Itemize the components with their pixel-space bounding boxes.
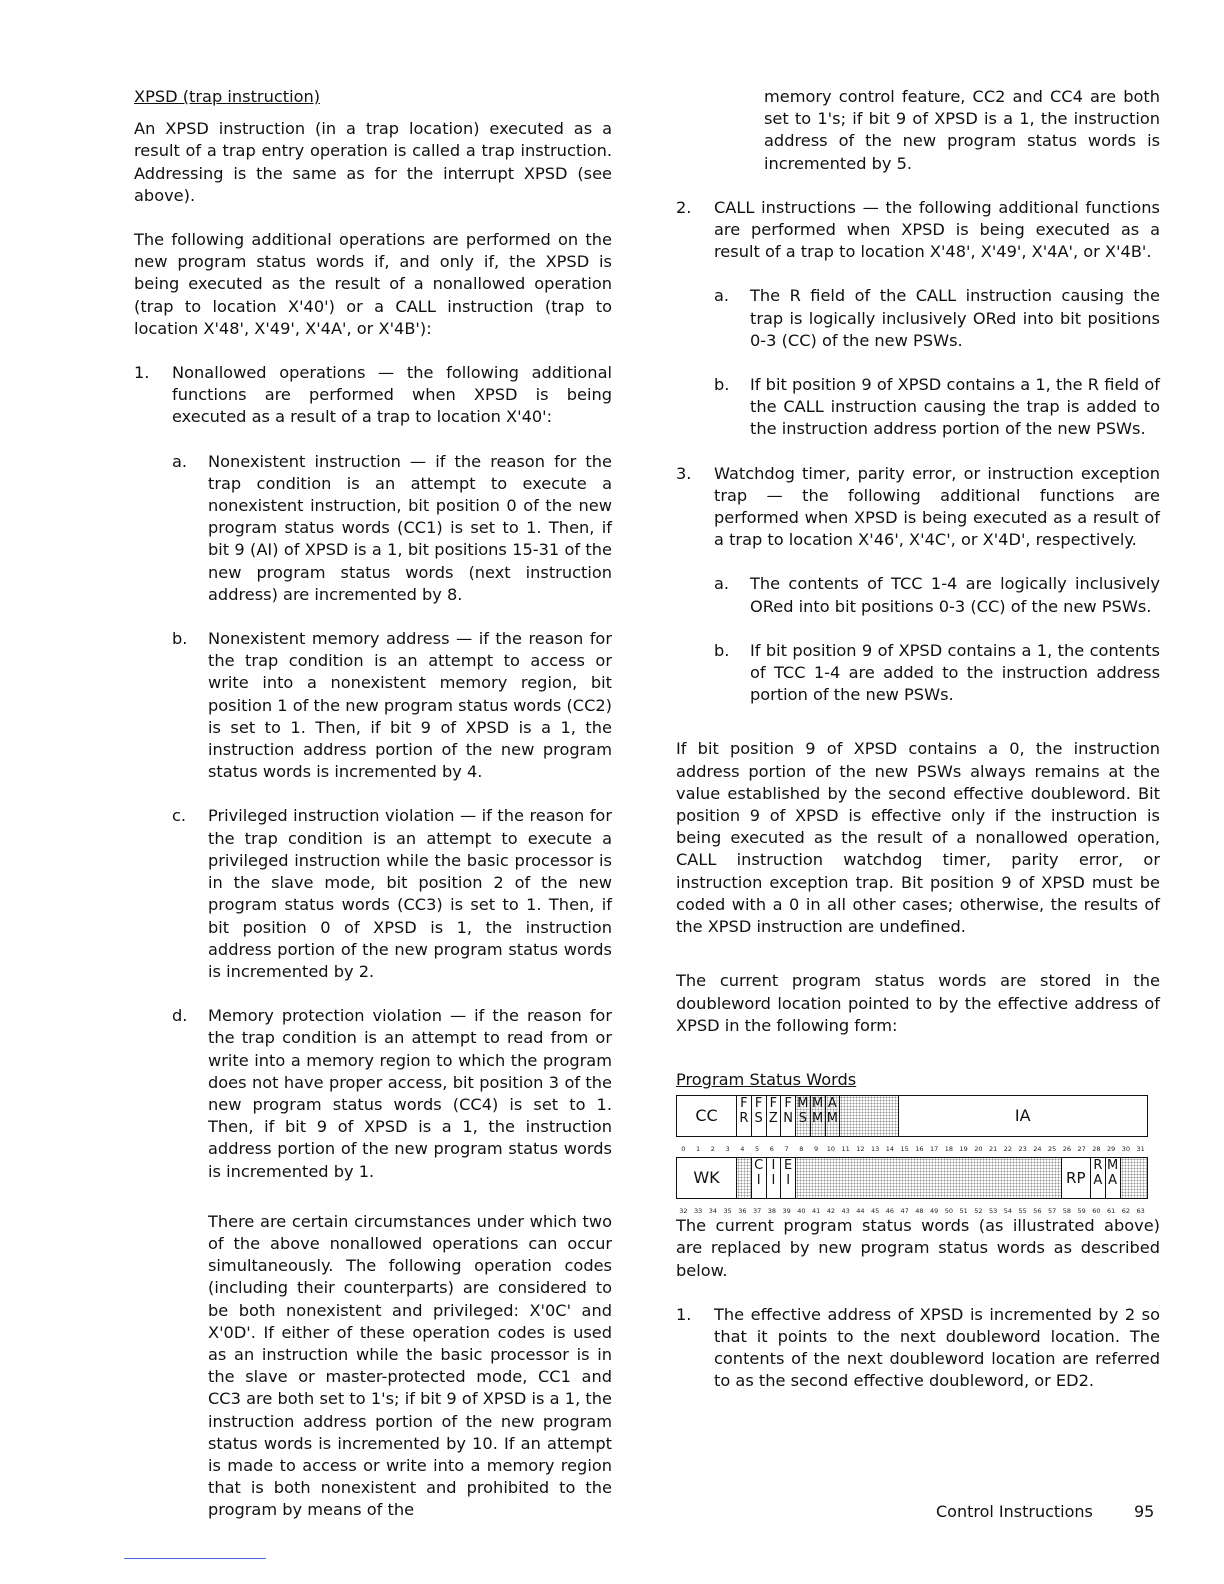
- bit-number: 12: [856, 1145, 865, 1154]
- intro-paragraph: An XPSD instruction (in a trap location) executed as a result of a trap entry operation is called a trap instruction. Addressing is the same as for the interrupt XPSD (see above).: [134, 119, 612, 205]
- list-item-call: [676, 197, 1160, 264]
- list-number: 1.: [134, 363, 150, 383]
- bit-number: 46: [885, 1207, 895, 1216]
- psw-wk-field: WK: [693, 1168, 720, 1188]
- bit-number: 38: [767, 1207, 777, 1216]
- stored-paragraph: The current program status words are stored in the doubleword location pointed to by the effective address of XPSD in the following form:: [676, 971, 1160, 1035]
- field-label: M: [812, 1111, 824, 1127]
- sub-item-d: [134, 1005, 612, 1183]
- psw-reserved-field: [1120, 1158, 1147, 1198]
- bit-number: 29: [1106, 1145, 1116, 1154]
- list-number: 2.: [676, 197, 692, 217]
- bit-number: 19: [959, 1145, 968, 1154]
- psw-am-field: [825, 1096, 840, 1136]
- bit-number: 3: [725, 1145, 730, 1154]
- psw-diagram: [676, 1095, 1148, 1216]
- sub-item-text: The contents of TCC 1-4 are logically inclusively ORed into bit positions 0-3 (CC) of the new PSWs.: [750, 574, 1160, 616]
- bit-number: 20: [974, 1145, 983, 1154]
- bit-number: 15: [900, 1145, 909, 1154]
- list-item-watchdog: [676, 463, 1160, 552]
- field-label: I: [756, 1173, 761, 1189]
- bit-number: 55: [1018, 1207, 1027, 1216]
- bit-number: 14: [885, 1145, 895, 1154]
- psw-ms-field: [795, 1096, 810, 1136]
- psw-fs-field: [751, 1096, 766, 1136]
- bit-number: 13: [870, 1145, 880, 1154]
- bit-number: 39: [782, 1207, 791, 1216]
- bit-number: 62: [1121, 1207, 1131, 1216]
- list-item-text: CALL instructions — the following additional functions are performed when XPSD is being executed as a result of a trap to location X'48', X'49', X'4A', or X'4B'.: [714, 197, 1160, 262]
- list-number: 1.: [676, 1304, 692, 1324]
- call-sub-item-b: [676, 374, 1160, 441]
- continued-text: memory control feature, CC2 and CC4 are both set to 1's; if bit 9 of XPSD is a 1, the instruction address of the new program status words is incremented by 5.: [764, 87, 1160, 173]
- bit-number: 23: [1018, 1145, 1027, 1154]
- psw-diagram-title: Program Status Words: [676, 1069, 857, 1089]
- psw-mm-field: [810, 1096, 825, 1136]
- field-label: I: [771, 1158, 776, 1174]
- bit-number: 8: [799, 1145, 804, 1154]
- additional-operations-paragraph: The following additional operations are performed on the new program status words if, and only if, the XPSD is being executed as the result of a nonallowed operation (trap to location X'40') or a CALL instruction (trap to location X'48', X'49', X'4A', or X'4B'):: [134, 230, 612, 338]
- bit-number: 31: [1136, 1145, 1145, 1154]
- simultaneous-note: There are certain circumstances under which two of the above nonallowed operations can occur simultaneously. The following operation codes (including their counterparts) are considered to be both nonexistent and privileged: X'0C' and X'0D'. If either of these operation codes is used as an instruction while the basic processor is in the slave or master-protected mode, CC1 and CC3 are both set to 1's; if bit 9 of XPSD is a 1, the instruction address portion of the new program status words is incremented by 10. If an attempt is made to access or write into a memory region that is both nonexistent and prohibited to the program by means of the: [208, 1211, 612, 1520]
- bit-number: 42: [826, 1207, 836, 1216]
- psw-ei-field: [780, 1158, 795, 1198]
- bit-number: 21: [988, 1145, 998, 1154]
- psw-fz-field: [766, 1096, 781, 1136]
- bit-number: 61: [1106, 1207, 1116, 1216]
- watchdog-sub-item-b: [676, 640, 1160, 707]
- bit-number: 0: [681, 1145, 686, 1154]
- bit-number: 40: [797, 1207, 806, 1216]
- sub-item-a: [134, 451, 612, 606]
- sub-item-letter: b.: [172, 629, 188, 649]
- psw-ci-field: [751, 1158, 766, 1198]
- bit-number: 47: [900, 1207, 909, 1216]
- sub-item-text: If bit position 9 of XPSD contains a 1, the R field of the CALL instruction causing the trap is added to the instruction address portion of the new PSWs.: [750, 375, 1160, 439]
- list-item-new-psw-1: [676, 1304, 1160, 1393]
- right-column: [676, 86, 1160, 1415]
- bit-number: 33: [693, 1207, 703, 1216]
- bit-number: 18: [944, 1145, 954, 1154]
- sub-item-text: Memory protection violation — if the reason for the trap condition is an attempt to read from or write into a memory region to which the program does not have proper access, bit position 3 of the new program status words (CC4) is set to 1. Then, if bit 9 of XPSD is a 1, the instruction address portion of the new program status words is incremented by 1.: [208, 1006, 612, 1181]
- field-label: C: [754, 1158, 764, 1174]
- bit-number: 9: [814, 1145, 819, 1154]
- bit-number: 54: [1003, 1207, 1013, 1216]
- sub-item-b: [134, 628, 612, 783]
- replaced-paragraph: The current program status words (as illustrated above) are replaced by new program status words as described below.: [676, 1216, 1160, 1280]
- bit-number: 6: [769, 1145, 774, 1154]
- bit-number: 34: [708, 1207, 718, 1216]
- field-label: F: [784, 1096, 792, 1112]
- psw-bit-numbers-2: [676, 1199, 1148, 1216]
- sub-item-text: Privileged instruction violation — if the reason for the trap condition is an attempt to execute a privileged instruction while the basic processor is in the slave mode, bit position 2 of the new program status words (CC3) is set to 1. Then, if bit position 0 of XPSD is 1, the instruction address portion of the new program status words is incremented by 2.: [208, 806, 612, 981]
- field-label: Z: [768, 1111, 778, 1127]
- bit-number: 26: [1062, 1145, 1072, 1154]
- left-column: [134, 86, 612, 1544]
- bit-number: 30: [1121, 1145, 1131, 1154]
- field-label: S: [754, 1111, 763, 1127]
- bit9-paragraph: If bit position 9 of XPSD contains a 0, the instruction address portion of the new PSWs always remains at the value established by the second effective doubleword. Bit position 9 of XPSD is effective only if the instruction is being executed as the result of a nonallowed operation, CALL instruction watchdog timer, parity error, or instruction exception trap. Bit position 9 of XPSD must be coded with a 0 in all other cases; otherwise, the results of the XPSD instruction are undefined.: [676, 739, 1160, 937]
- psw-ii-field: [766, 1158, 781, 1198]
- sub-item-c: [134, 805, 612, 983]
- sub-item-text: Nonexistent memory address — if the reason for the trap condition is an attempt to access or write into a nonexistent memory region, bit position 1 of the new program status words (CC2) is set to 1. Then, if bit 9 of XPSD is a 1, the instruction address portion of the new program status words is incremented by 4.: [208, 629, 612, 782]
- bit-number: 27: [1077, 1145, 1086, 1154]
- psw-cc-field: CC: [695, 1106, 718, 1126]
- page-footer: [936, 1502, 1154, 1521]
- psw-ma-field: [1105, 1158, 1120, 1198]
- footer-rule: [124, 1558, 266, 1559]
- bit-number: 36: [738, 1207, 747, 1216]
- psw-bit-numbers-1: [676, 1137, 1148, 1154]
- bit-number: 53: [988, 1207, 998, 1216]
- bit-number: 2: [710, 1145, 715, 1154]
- bit-number: 45: [870, 1207, 880, 1216]
- section-title: XPSD (trap instruction): [134, 87, 321, 106]
- bit-number: 44: [856, 1207, 865, 1216]
- sub-item-letter: b.: [714, 640, 730, 660]
- sub-item-letter: a.: [714, 574, 730, 594]
- bit-number: 58: [1062, 1207, 1072, 1216]
- bit-number: 37: [752, 1207, 762, 1216]
- sub-item-letter: a.: [172, 451, 188, 471]
- field-label: I: [771, 1173, 776, 1189]
- sub-item-letter: a.: [714, 286, 730, 306]
- sub-item-letter: c.: [172, 806, 187, 826]
- bit-number: 5: [755, 1145, 760, 1154]
- list-item-text: The effective address of XPSD is incremented by 2 so that it points to the next doubleword location. The contents of the next doubleword location are referred to as the second effective doubleword, or ED2.: [714, 1304, 1160, 1391]
- field-label: M: [1107, 1158, 1119, 1174]
- bit-number: 63: [1136, 1207, 1145, 1216]
- bit-number: 59: [1077, 1207, 1086, 1216]
- bit-number: 11: [841, 1145, 850, 1154]
- sub-item-letter: d.: [172, 1006, 188, 1026]
- field-label: A: [827, 1096, 837, 1112]
- field-label: F: [769, 1096, 778, 1112]
- field-label: M: [826, 1111, 838, 1127]
- psw-ra-field: [1090, 1158, 1105, 1198]
- sub-item-letter: b.: [714, 375, 730, 395]
- bit-number: 10: [826, 1145, 836, 1154]
- bit-number: 4: [740, 1145, 745, 1154]
- bit-number: 16: [915, 1145, 924, 1154]
- field-label: F: [740, 1096, 748, 1112]
- bit-number: 50: [944, 1207, 954, 1216]
- watchdog-sub-item-a: [676, 573, 1160, 617]
- psw-ia-field: IA: [898, 1096, 1146, 1136]
- field-label: N: [783, 1111, 793, 1127]
- bit-number: 41: [811, 1207, 821, 1216]
- sub-item-text: Nonexistent instruction — if the reason for the trap condition is an attempt to execute a nonexistent instruction, bit position 0 of the new program status words (CC1) is set to 1. Then, if bit 9 (AI) of XPSD is a 1, bit positions 15-31 of the new program status words (next instruction address) are incremented by 8.: [208, 451, 612, 604]
- psw-fn-field: [780, 1096, 795, 1136]
- bit-number: 35: [723, 1207, 732, 1216]
- psw-fr-field: [736, 1096, 751, 1136]
- psw-reserved-field: [839, 1096, 898, 1136]
- field-label: I: [786, 1173, 791, 1189]
- list-item-text: Watchdog timer, parity error, or instruction exception trap — the following additional functions are performed when XPSD is being executed as a result of a trap to location X'46', X'4C', or X'4D', respectively.: [714, 463, 1160, 550]
- bit-number: 57: [1047, 1207, 1057, 1216]
- psw-rp-field: RP: [1061, 1158, 1091, 1198]
- bit-number: 49: [929, 1207, 939, 1216]
- bit-number: 24: [1033, 1145, 1042, 1154]
- list-number: 3.: [676, 463, 692, 483]
- sub-item-text: If bit position 9 of XPSD contains a 1, the contents of TCC 1-4 are added to the instruction address portion of the new PSWs.: [750, 640, 1160, 705]
- bit-number: 17: [929, 1145, 939, 1154]
- psw-word-2: [676, 1157, 1148, 1199]
- bit-number: 60: [1092, 1207, 1101, 1216]
- list-item-nonallowed: [134, 362, 612, 429]
- bit-number: 52: [974, 1207, 983, 1216]
- list-item-text: Nonallowed operations — the following additional functions are performed when XPSD is being executed as a result of a trap to location X'40':: [172, 363, 612, 427]
- bit-number: 51: [959, 1207, 968, 1216]
- bit-number: 25: [1047, 1145, 1057, 1154]
- bit-number: 22: [1003, 1145, 1013, 1154]
- call-sub-item-a: [676, 285, 1160, 352]
- bit-number: 43: [841, 1207, 850, 1216]
- field-label: A: [1108, 1173, 1118, 1189]
- field-label: S: [798, 1111, 807, 1127]
- field-label: M: [797, 1096, 809, 1112]
- psw-word-1: [676, 1095, 1148, 1137]
- field-label: M: [812, 1096, 824, 1112]
- footer-section-title: Control Instructions: [936, 1502, 1093, 1521]
- bit-number: 32: [679, 1207, 688, 1216]
- field-label: F: [754, 1096, 763, 1112]
- field-label: E: [784, 1158, 793, 1174]
- field-label: R: [1093, 1158, 1103, 1174]
- page-number: 95: [1133, 1502, 1155, 1521]
- bit-number: 48: [915, 1207, 924, 1216]
- sub-item-text: The R field of the CALL instruction causing the trap is logically inclusively ORed into bit positions 0-3 (CC) of the new PSWs.: [750, 286, 1160, 350]
- psw-reserved-field: [795, 1158, 1061, 1198]
- bit-number: 56: [1033, 1207, 1042, 1216]
- bit-number: 1: [696, 1145, 701, 1154]
- bit-number: 28: [1092, 1145, 1101, 1154]
- psw-reserved-field: [736, 1158, 751, 1198]
- field-label: A: [1093, 1173, 1103, 1189]
- bit-number: 7: [784, 1145, 789, 1154]
- field-label: R: [739, 1111, 749, 1127]
